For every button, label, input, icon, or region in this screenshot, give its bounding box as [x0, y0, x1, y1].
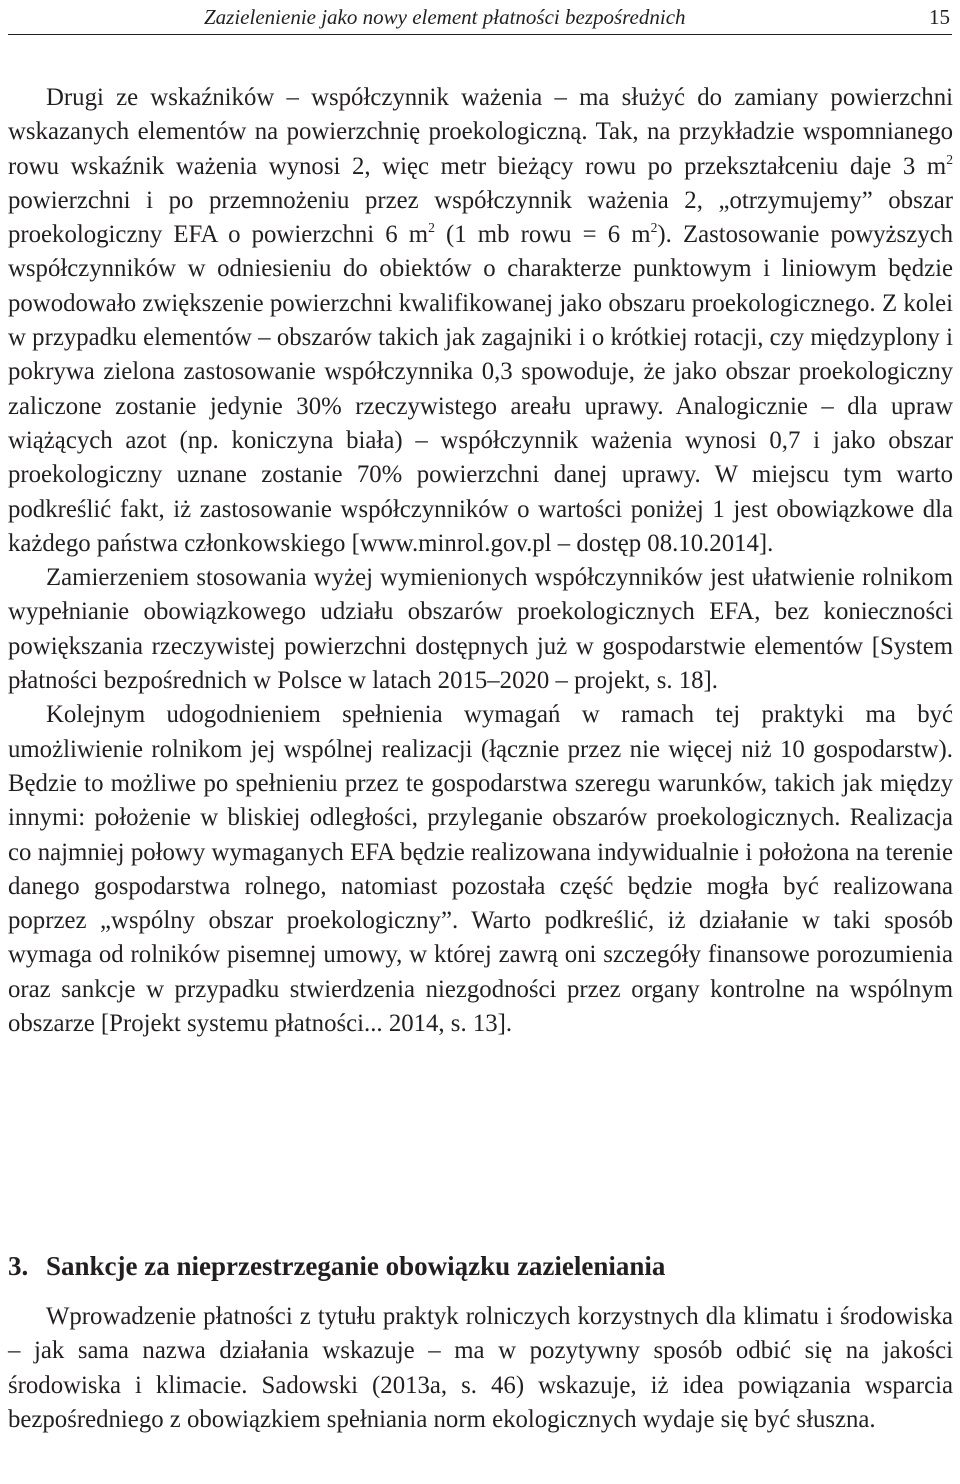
running-title: Zazielenienie jako nowy element płatności bezpośrednich	[204, 5, 686, 29]
paragraph-joint-realization: Kolejnym udogodnieniem spełnienia wymagań w ramach tej praktyki ma być umożliwienie rolnikom jej wspólnej realizacji (łącznie przez nie więcej niż 10 gospodarstw). Będzie to możliwe po spełnieniu przez te gospodarstwa szeregu warunków, takich jak między innymi: położenie w bliskiej odległości, przyleganie obszarów proekologicznych. Realizacja co najmniej połowy wymaganych EFA będzie realizowana indywidualnie i położona na terenie danego gospodarstwa rolnego, natomiast pozostała część będzie mogła być realizowana poprzez „wspólny obszar proekologiczny”. Warto podkreślić, iż działanie w taki sposób wymaga od rolników pisemnej umowy, w której zawrą oni szczegóły finansowe porozumienia oraz sankcje w przypadku stwierdzenia niezgodności przez organy kontrolne na wspólnym obszarze [Projekt systemu płatności... 2014, s. 13].	[8, 701, 953, 1038]
section-title: Sankcje za nieprzestrzeganie obowiązku zazieleniania	[46, 1251, 666, 1281]
text-segment: powierzchni i po przemnożeniu przez współczynnik ważenia 2, „otrzymujemy” obszar proekologiczny EFA o powierzchni 6 m	[8, 186, 953, 249]
paragraph-weighting-coefficient	[8, 81, 953, 561]
text-segment: (1 mb rowu = 6 m	[434, 221, 651, 249]
page-number: 15	[929, 5, 950, 29]
paragraph-sanctions-intro: Wprowadzenie płatności z tytułu praktyk rolniczych korzystnych dla klimatu i środowiska – jak sama nazwa działania wskazuje – ma w pozytywny sposób odbić się na jakości środowiska i klimacie. Sadowski (2013a, s. 46) wskazuje, iż idea powiązania wsparcia bezpośredniego z obowiązkiem spełniania norm ekologicznych wydaje się być słuszna.	[8, 1303, 953, 1433]
superscript-exponent: 2	[946, 151, 953, 167]
text-segment: Drugi ze wskaźników – współczynnik ważenia – ma służyć do zamiany powierzchni wskazanych elementów na powierzchnię proekologiczną. Tak, na przykładzie wspomnianego rowu wskaźnik ważenia wynosi 2, więc metr bieżący rowu po przekształceniu daje 3 m	[8, 84, 953, 180]
section-heading	[8, 1248, 953, 1284]
section-body	[8, 1300, 953, 1437]
superscript-exponent: 2	[650, 219, 658, 235]
running-header	[8, 4, 952, 35]
section-number: 3.	[8, 1251, 29, 1281]
paragraph-purpose: Zamierzeniem stosowania wyżej wymienionych współczynników jest ułatwienie rolnikom wypełnianie obowiązkowego udziału obszarów proekologicznych EFA, bez konieczności powiększania rzeczywistej powierzchni dostępnych już w gospodarstwie elementów [System płatności bezpośrednich w Polsce w latach 2015–2020 – projekt, s. 18].	[8, 564, 953, 695]
body-text	[8, 81, 953, 1041]
text-segment: ). Zastosowanie powyższych współczynników w odniesieniu do obiektów o charakterze punktowym i liniowym będzie powodowało zwiększenie powierzchni kwalifikowanej jako obszaru proekologicznego. Z kolei w przypadku elementów – obszarów takich jak zagajniki i o krótkiej rotacji, czy międzyplony i pokrywa zielona zastosowanie współczynnika 0,3 spowoduje, że jako obszar proekologiczny zaliczone zostanie jedynie 30% rzeczywistego areału uprawy. Analogicznie – dla upraw wiążących azot (np. koniczyna biała) – współczynnik ważenia wynosi 0,7 i jako obszar proekologiczny uznane zostanie 70% powierzchni danej uprawy. W miejscu tym warto podkreślić fakt, iż zastosowanie współczynników o wartości poniżej 1 jest obowiązkowe dla każdego państwa członkowskiego [www.minrol.gov.pl – dostęp 08.10.2014].	[8, 221, 954, 557]
superscript-exponent: 2	[428, 219, 435, 235]
